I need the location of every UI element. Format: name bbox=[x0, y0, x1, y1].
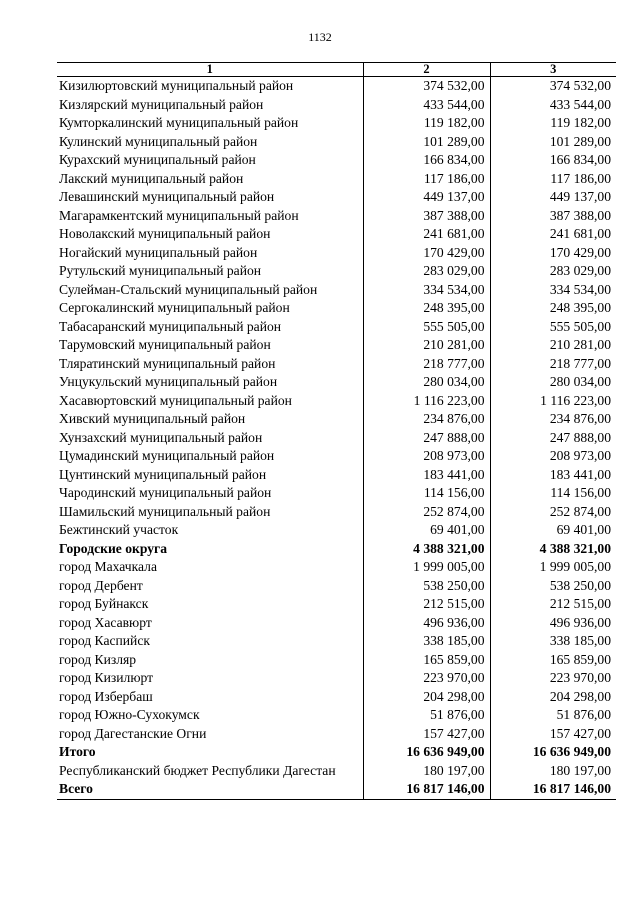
row-value-col2: 101 289,00 bbox=[363, 133, 490, 152]
row-name: город Дагестанские Огни bbox=[59, 725, 207, 741]
row-name: Рутульский муниципальный район bbox=[59, 263, 262, 278]
row-value-col2: 210 281,00 bbox=[363, 336, 490, 355]
table-row bbox=[57, 429, 616, 448]
row-value-col3: 252 874,00 bbox=[490, 503, 616, 522]
table-row bbox=[57, 188, 616, 207]
row-value-col2: 538 250,00 bbox=[363, 577, 490, 596]
row-value-col2: 16 817 146,00 bbox=[363, 780, 490, 799]
table-row bbox=[57, 225, 616, 244]
budget-table bbox=[57, 62, 616, 800]
row-value-col3: 496 936,00 bbox=[490, 614, 616, 633]
row-value-col3: 387 388,00 bbox=[490, 207, 616, 226]
row-value-col2: 338 185,00 bbox=[363, 632, 490, 651]
row-value-col2: 234 876,00 bbox=[363, 410, 490, 429]
table-row bbox=[57, 410, 616, 429]
row-value-col2: 170 429,00 bbox=[363, 244, 490, 263]
row-value-col3: 218 777,00 bbox=[490, 355, 616, 374]
row-value-col3: 165 859,00 bbox=[490, 651, 616, 670]
row-value-col2: 166 834,00 bbox=[363, 151, 490, 170]
table-row bbox=[57, 706, 616, 725]
row-value-col3: 180 197,00 bbox=[490, 762, 616, 781]
row-name: Ногайский муниципальный район bbox=[59, 244, 258, 260]
row-value-col2: 223 970,00 bbox=[363, 669, 490, 688]
row-name: Бежтинский участок bbox=[59, 522, 179, 537]
row-value-col3: 449 137,00 bbox=[490, 188, 616, 207]
row-value-col2: 16 636 949,00 bbox=[363, 743, 490, 762]
table-row bbox=[57, 355, 616, 374]
row-value-col3: 69 401,00 bbox=[490, 521, 616, 540]
row-name: город Кизляр bbox=[59, 651, 137, 667]
row-value-col2: 180 197,00 bbox=[363, 762, 490, 781]
row-name: Республиканский бюджет Республики Дагестан bbox=[59, 762, 336, 778]
table-row bbox=[57, 632, 616, 651]
row-name: Кизлярский муниципальный район bbox=[59, 96, 264, 112]
table-row bbox=[57, 651, 616, 670]
row-value-col3: 4 388 321,00 bbox=[490, 540, 616, 559]
row-name: Хивский муниципальный район bbox=[59, 411, 246, 426]
row-name: город Дербент bbox=[59, 577, 143, 593]
table-row bbox=[57, 114, 616, 133]
row-value-col3: 157 427,00 bbox=[490, 725, 616, 744]
column-header-2: 2 bbox=[363, 63, 490, 77]
row-name: Цумадинский муниципальный район bbox=[59, 448, 275, 463]
table-row bbox=[57, 521, 616, 540]
row-value-col3: 212 515,00 bbox=[490, 595, 616, 614]
row-name: город Южно-Сухокумск bbox=[59, 707, 200, 722]
table-row bbox=[57, 558, 616, 577]
table-row bbox=[57, 77, 616, 96]
table-body bbox=[57, 77, 616, 800]
row-name: Хасавюртовский муниципальный район bbox=[59, 392, 292, 408]
row-name: город Кизилюрт bbox=[59, 670, 154, 685]
row-value-col2: 4 388 321,00 bbox=[363, 540, 490, 559]
table-row bbox=[57, 336, 616, 355]
row-name: Магарамкентский муниципальный район bbox=[59, 207, 299, 223]
row-value-col3: 223 970,00 bbox=[490, 669, 616, 688]
row-name: Цунтинский муниципальный район bbox=[59, 466, 267, 482]
row-value-col2: 157 427,00 bbox=[363, 725, 490, 744]
row-name: Всего bbox=[57, 780, 363, 799]
row-value-col3: 16 636 949,00 bbox=[490, 743, 616, 762]
row-value-col3: 241 681,00 bbox=[490, 225, 616, 244]
row-name: Сулейман-Стальский муниципальный район bbox=[59, 281, 318, 297]
row-value-col2: 555 505,00 bbox=[363, 318, 490, 337]
table-row bbox=[57, 244, 616, 263]
row-value-col2: 208 973,00 bbox=[363, 447, 490, 466]
table-row bbox=[57, 96, 616, 115]
row-value-col3: 170 429,00 bbox=[490, 244, 616, 263]
row-value-col2: 218 777,00 bbox=[363, 355, 490, 374]
column-header-1: 1 bbox=[57, 63, 363, 77]
table-row bbox=[57, 170, 616, 189]
row-value-col3: 204 298,00 bbox=[490, 688, 616, 707]
table-row bbox=[57, 577, 616, 596]
row-value-col2: 449 137,00 bbox=[363, 188, 490, 207]
row-value-col2: 69 401,00 bbox=[363, 521, 490, 540]
row-value-col3: 248 395,00 bbox=[490, 299, 616, 318]
row-name: Кулинский муниципальный район bbox=[59, 133, 258, 149]
row-value-col3: 433 544,00 bbox=[490, 96, 616, 115]
row-name: Тляратинский муниципальный район bbox=[59, 355, 276, 371]
row-value-col3: 208 973,00 bbox=[490, 447, 616, 466]
row-value-col3: 538 250,00 bbox=[490, 577, 616, 596]
row-name: город Буйнакск bbox=[59, 596, 149, 611]
row-value-col3: 16 817 146,00 bbox=[490, 780, 616, 799]
row-name: Шамильский муниципальный район bbox=[59, 503, 271, 519]
table-row bbox=[57, 725, 616, 744]
table-row bbox=[57, 743, 616, 762]
row-name: Кизилюртовский муниципальный район bbox=[59, 78, 294, 93]
table-row bbox=[57, 595, 616, 614]
row-name: Левашинский муниципальный район bbox=[59, 189, 275, 204]
row-name: Сергокалинский муниципальный район bbox=[59, 300, 290, 315]
row-name: Кумторкалинский муниципальный район bbox=[59, 115, 299, 130]
row-name: Городские округа bbox=[59, 540, 167, 556]
row-name: Итого bbox=[59, 744, 96, 759]
row-value-col3: 555 505,00 bbox=[490, 318, 616, 337]
row-value-col2: 119 182,00 bbox=[363, 114, 490, 133]
row-name: город Хасавюрт bbox=[59, 614, 152, 630]
table-row bbox=[57, 762, 616, 781]
table-row bbox=[57, 392, 616, 411]
row-name: Курахский муниципальный район bbox=[59, 152, 256, 167]
row-value-col3: 51 876,00 bbox=[490, 706, 616, 725]
row-value-col3: 166 834,00 bbox=[490, 151, 616, 170]
row-value-col2: 433 544,00 bbox=[363, 96, 490, 115]
table-row bbox=[57, 299, 616, 318]
row-value-col3: 210 281,00 bbox=[490, 336, 616, 355]
row-name: Новолакский муниципальный район bbox=[59, 226, 271, 241]
row-value-col2: 117 186,00 bbox=[363, 170, 490, 189]
row-value-col3: 247 888,00 bbox=[490, 429, 616, 448]
table-row bbox=[57, 780, 616, 799]
table-row bbox=[57, 540, 616, 559]
row-value-col2: 114 156,00 bbox=[363, 484, 490, 503]
row-value-col2: 248 395,00 bbox=[363, 299, 490, 318]
table-row bbox=[57, 207, 616, 226]
row-value-col2: 496 936,00 bbox=[363, 614, 490, 633]
table-row bbox=[57, 281, 616, 300]
row-value-col2: 165 859,00 bbox=[363, 651, 490, 670]
row-value-col3: 183 441,00 bbox=[490, 466, 616, 485]
row-name: Унцукульский муниципальный район bbox=[59, 374, 278, 389]
row-value-col2: 212 515,00 bbox=[363, 595, 490, 614]
table-row bbox=[57, 447, 616, 466]
row-name: Тарумовский муниципальный район bbox=[59, 337, 271, 352]
row-name: Табасаранский муниципальный район bbox=[59, 318, 282, 334]
row-value-col3: 101 289,00 bbox=[490, 133, 616, 152]
row-value-col3: 117 186,00 bbox=[490, 170, 616, 189]
row-name: город Каспийск bbox=[59, 633, 150, 648]
page-number: 1132 bbox=[308, 30, 332, 44]
table-row bbox=[57, 688, 616, 707]
row-value-col2: 374 532,00 bbox=[363, 77, 490, 96]
row-value-col2: 51 876,00 bbox=[363, 706, 490, 725]
row-value-col2: 387 388,00 bbox=[363, 207, 490, 226]
table-row bbox=[57, 669, 616, 688]
table-row bbox=[57, 318, 616, 337]
column-header-3: 3 bbox=[490, 63, 616, 77]
row-value-col3: 1 999 005,00 bbox=[490, 558, 616, 577]
table-row bbox=[57, 133, 616, 152]
table-row bbox=[57, 503, 616, 522]
row-name: город Избербаш bbox=[59, 688, 153, 704]
table-header-row bbox=[57, 63, 616, 77]
row-value-col3: 338 185,00 bbox=[490, 632, 616, 651]
row-name: Хунзахский муниципальный район bbox=[59, 429, 263, 445]
table-row bbox=[57, 484, 616, 503]
row-value-col2: 252 874,00 bbox=[363, 503, 490, 522]
row-name: Чародинский муниципальный район bbox=[59, 485, 272, 500]
row-value-col2: 283 029,00 bbox=[363, 262, 490, 281]
row-value-col3: 283 029,00 bbox=[490, 262, 616, 281]
row-name: город Махачкала bbox=[59, 559, 157, 574]
row-value-col3: 114 156,00 bbox=[490, 484, 616, 503]
row-value-col3: 1 116 223,00 bbox=[490, 392, 616, 411]
row-value-col2: 241 681,00 bbox=[363, 225, 490, 244]
table-row bbox=[57, 262, 616, 281]
table-row bbox=[57, 614, 616, 633]
row-value-col2: 183 441,00 bbox=[363, 466, 490, 485]
row-value-col3: 334 534,00 bbox=[490, 281, 616, 300]
row-value-col2: 334 534,00 bbox=[363, 281, 490, 300]
table-row bbox=[57, 466, 616, 485]
row-value-col3: 374 532,00 bbox=[490, 77, 616, 96]
row-value-col3: 280 034,00 bbox=[490, 373, 616, 392]
row-value-col2: 204 298,00 bbox=[363, 688, 490, 707]
table-row bbox=[57, 373, 616, 392]
row-value-col2: 1 116 223,00 bbox=[363, 392, 490, 411]
row-value-col2: 280 034,00 bbox=[363, 373, 490, 392]
table-row bbox=[57, 151, 616, 170]
row-value-col3: 119 182,00 bbox=[490, 114, 616, 133]
row-value-col2: 247 888,00 bbox=[363, 429, 490, 448]
row-value-col3: 234 876,00 bbox=[490, 410, 616, 429]
row-name: Лакский муниципальный район bbox=[59, 170, 244, 186]
row-value-col2: 1 999 005,00 bbox=[363, 558, 490, 577]
